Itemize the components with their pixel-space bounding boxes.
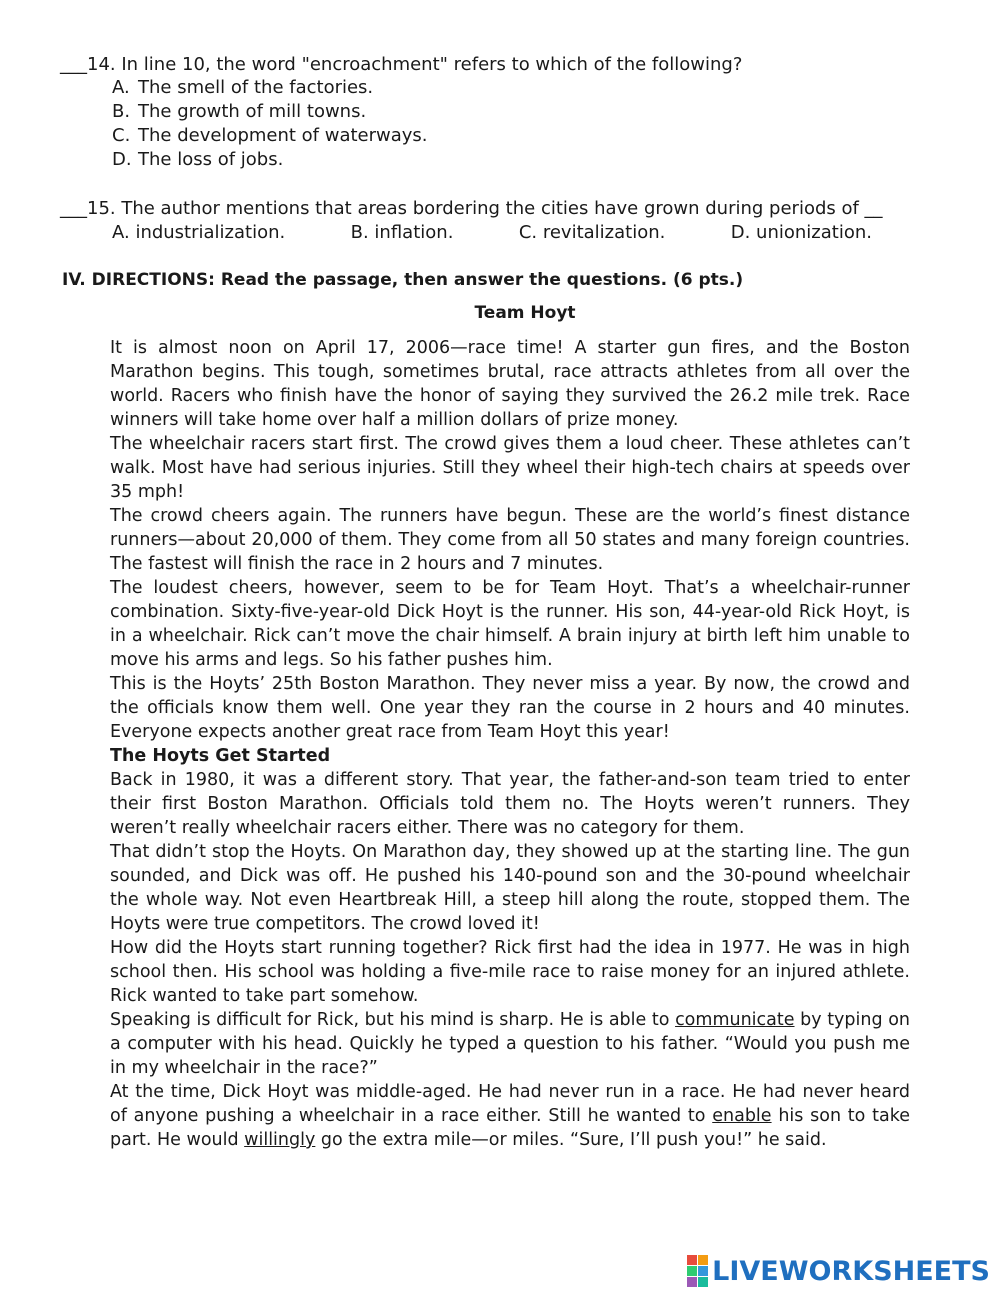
q14-option-a	[112, 76, 373, 100]
p9-text-end: by typing on a computer with his head. Quickly he typed a question to his father. “Would you push me in my wheelchair in the race?”	[110, 1010, 910, 1078]
q14-option-c	[112, 124, 428, 148]
logo-block-3	[687, 1266, 697, 1276]
passage-paragraph-9	[110, 1008, 910, 1080]
q15-option-a: A. industrialization.	[112, 222, 286, 243]
q15-option-b: B. inflation.	[350, 222, 454, 243]
liveworksheets-logo[interactable]	[687, 1255, 990, 1287]
logo-block-6	[698, 1277, 708, 1287]
passage-paragraph-3: The crowd cheers again. The runners have begun. These are the world’s finest distance runners—about 20,000 of them. They come from all 50 states and many foreign countries. The fastest will finish the race in 2 hours and 7 minutes.	[110, 506, 910, 574]
vocab-communicate: communicate	[675, 1010, 795, 1030]
vocab-willingly: willingly	[244, 1130, 316, 1150]
q14-option-c-letter: C.	[112, 125, 131, 146]
p10-text-end: go the extra mile—or miles. “Sure, I’ll push you!” he said.	[315, 1130, 827, 1150]
q14-option-c-text: The development of waterways.	[138, 125, 428, 146]
liveworksheets-logo-icon	[687, 1255, 708, 1287]
q15-option-c: C. revitalization.	[518, 222, 666, 243]
logo-block-4	[698, 1266, 708, 1276]
passage-body	[110, 336, 910, 1152]
p9-text-start: Speaking is difficult for Rick, but his mind is sharp. He is able to	[110, 1010, 676, 1030]
q14-option-b	[112, 100, 366, 124]
passage-paragraph-8: How did the Hoyts start running together? Rick first had the idea in 1977. He was in high school then. His school was holding a five-mile race to raise money for an injured athlete. Rick wanted to take part somehow.	[110, 938, 910, 1006]
passage-subheading: The Hoyts Get Started	[110, 746, 331, 766]
q15-options	[112, 221, 872, 245]
p10-text-start: At the time, Dick Hoyt was middle-aged. He had never run in a race. He had never heard of anyone pushing a wheelchair in a race either. Still he wanted to	[110, 1082, 910, 1126]
passage-paragraph-6: Back in 1980, it was a different story. That year, the father-and-son team tried to enter their first Boston Marathon. Officials told them no. The Hoyts weren’t runners. They weren’t really wheelchair racers either. There was no category for them.	[110, 770, 910, 838]
p10-text-middle: his son to take part. He would	[110, 1106, 910, 1150]
question-14-stem: ___14. In line 10, the word "encroachment" refers to which of the following?	[60, 54, 743, 75]
passage-paragraph-1: It is almost noon on April 17, 2006—race time! A starter gun fires, and the Boston Marathon begins. This tough, sometimes brutal, race attracts athletes from all over the world. Racers who finish have the honor of saying they survived the 26.2 mile trek. Race winners will take home over half a million dollars of prize money.	[110, 338, 910, 430]
section-directions: IV. DIRECTIONS: Read the passage, then answer the questions. (6 pts.)	[62, 270, 744, 290]
passage-paragraph-7: That didn’t stop the Hoyts. On Marathon day, they showed up at the starting line. The gun sounded, and Dick was off. He pushed his 140-pound son and the 30-pound wheelchair the whole way. Not even Heartbreak Hill, a steep hill along the route, stopped them. The Hoyts were true competitors. The crowd loved it!	[110, 842, 910, 934]
passage-paragraph-2: The wheelchair racers start first. The crowd gives them a loud cheer. These athletes can’t walk. Most have had serious injuries. Still they wheel their high-tech chairs at speeds over 35 mph!	[110, 434, 910, 502]
q14-option-a-text: The smell of the factories.	[138, 77, 374, 98]
q14-option-d-text: The loss of jobs.	[138, 149, 284, 170]
q14-option-d	[112, 148, 283, 172]
q15-option-d: D. unionization.	[730, 222, 872, 243]
passage-paragraph-10	[110, 1080, 910, 1152]
q14-option-b-text: The growth of mill towns.	[138, 101, 367, 122]
passage-paragraph-5: This is the Hoyts’ 25th Boston Marathon. They never miss a year. By now, the crowd and the officials know them well. One year they ran the course in 2 hours and 40 minutes. Everyone expects another great race from Team Hoyt this year!	[110, 674, 910, 742]
logo-block-5	[687, 1277, 697, 1287]
passage-paragraph-4: The loudest cheers, however, seem to be for Team Hoyt. That’s a wheelchair-runner combination. Sixty-five-year-old Dick Hoyt is the runner. His son, 44-year-old Rick Hoyt, is in a wheelchair. Rick can’t move the chair himself. A brain injury at birth left him unable to move his arms and legs. So his father pushes him.	[110, 578, 910, 670]
q14-option-b-letter: B.	[112, 101, 131, 122]
logo-block-1	[687, 1255, 697, 1265]
q14-option-a-letter: A.	[112, 77, 130, 98]
liveworksheets-logo-text: LIVEWORKSHEETS	[712, 1255, 990, 1287]
q14-option-d-letter: D.	[112, 149, 132, 170]
passage-title: Team Hoyt	[474, 303, 576, 323]
logo-block-2	[698, 1255, 708, 1265]
vocab-enable: enable	[712, 1106, 772, 1126]
question-15-stem: ___15. The author mentions that areas bordering the cities have grown during periods of __	[60, 198, 883, 219]
